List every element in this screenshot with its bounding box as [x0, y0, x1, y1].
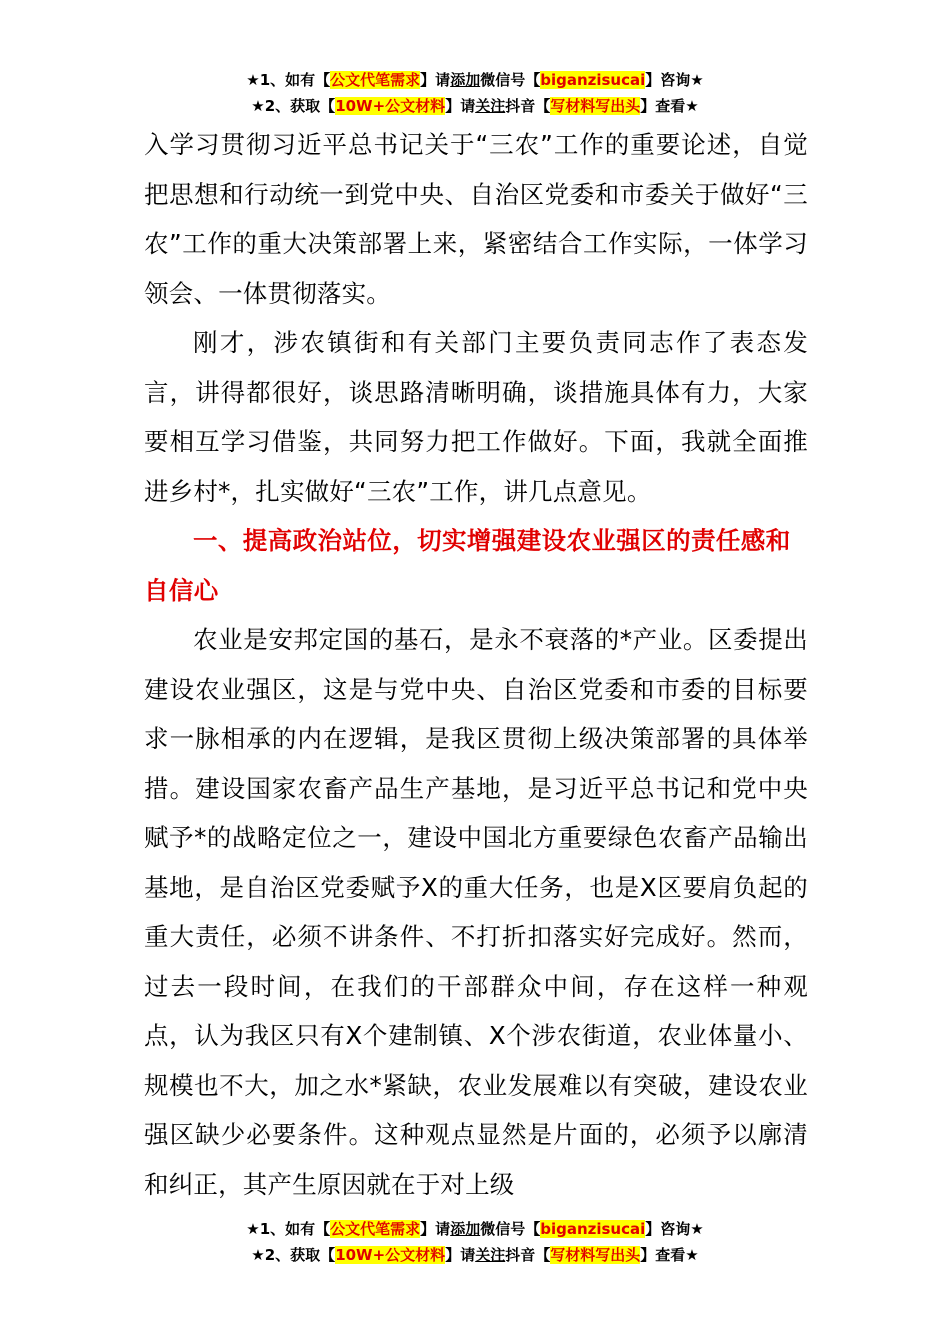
- banner-line-1: ★1、如有【公文代笔需求】请添加微信号【biganzisucai】咨询★: [246, 1220, 704, 1238]
- douyin-id: 写材料写出头: [550, 1246, 641, 1264]
- banner-line-2: ★2、获取【10W+公文材料】请关注抖音【写材料写出头】查看★: [251, 1246, 699, 1264]
- footer-banner: [0, 1216, 950, 1268]
- wechat-id: biganzisucai: [540, 1220, 646, 1238]
- document-body: [144, 120, 808, 1209]
- wechat-id: biganzisucai: [540, 71, 646, 89]
- paragraph: 农业是安邦定国的基石，是永不衰落的*产业。区委提出建设农业强区，这是与党中央、自治区党委和市委的目标要求一脉相承的内在逻辑，是我区贯彻上级决策部署的具体举措。建设国家农畜产品生产基地，是习近平总书记和党中央赋予*的战略定位之一，建设中国北方重要绿色农畜产品输出基地，是自治区党委赋予X的重大任务，也是X区要肩负起的重大责任，必须不讲条件、不打折扣落实好完成好。然而，过去一段时间，在我们的干部群众中间，存在这样一种观点，认为我区只有X个建制镇、X个涉农街道，农业体量小、规模也不大，加之水*紧缺，农业发展难以有突破，建设农业强区缺少必要条件。这种观点显然是片面的，必须予以廓清和纠正，其产生原因就在于对上级: [144, 625, 808, 1199]
- douyin-id: 写材料写出头: [550, 97, 641, 115]
- highlight-text: 公文代笔需求: [330, 1220, 421, 1238]
- banner-line-2: ★2、获取【10W+公文材料】请关注抖音【写材料写出头】查看★: [251, 97, 699, 115]
- section-heading: 一、提高政治站位，切实增强建设农业强区的责任感和自信心: [144, 526, 791, 605]
- highlight-text: 公文代笔需求: [330, 71, 421, 89]
- banner-line-1: ★1、如有【公文代笔需求】请添加微信号【biganzisucai】咨询★: [246, 71, 704, 89]
- header-banner: [0, 67, 950, 119]
- highlight-text: 10W+公文材料: [335, 97, 446, 115]
- paragraph: 刚才，涉农镇街和有关部门主要负责同志作了表态发言，讲得都很好，谈思路清晰明确，谈措施具体有力，大家要相互学习借鉴，共同努力把工作做好。下面，我就全面推进乡村*，扎实做好“三农”工作，讲几点意见。: [144, 328, 808, 506]
- highlight-text: 10W+公文材料: [335, 1246, 446, 1264]
- paragraph: 入学习贯彻习近平总书记关于“三农”工作的重要论述，自觉把思想和行动统一到党中央、自治区党委和市委关于做好“三农”工作的重大决策部署上来，紧密结合工作实际，一体学习领会、一体贯彻落实。: [144, 130, 808, 308]
